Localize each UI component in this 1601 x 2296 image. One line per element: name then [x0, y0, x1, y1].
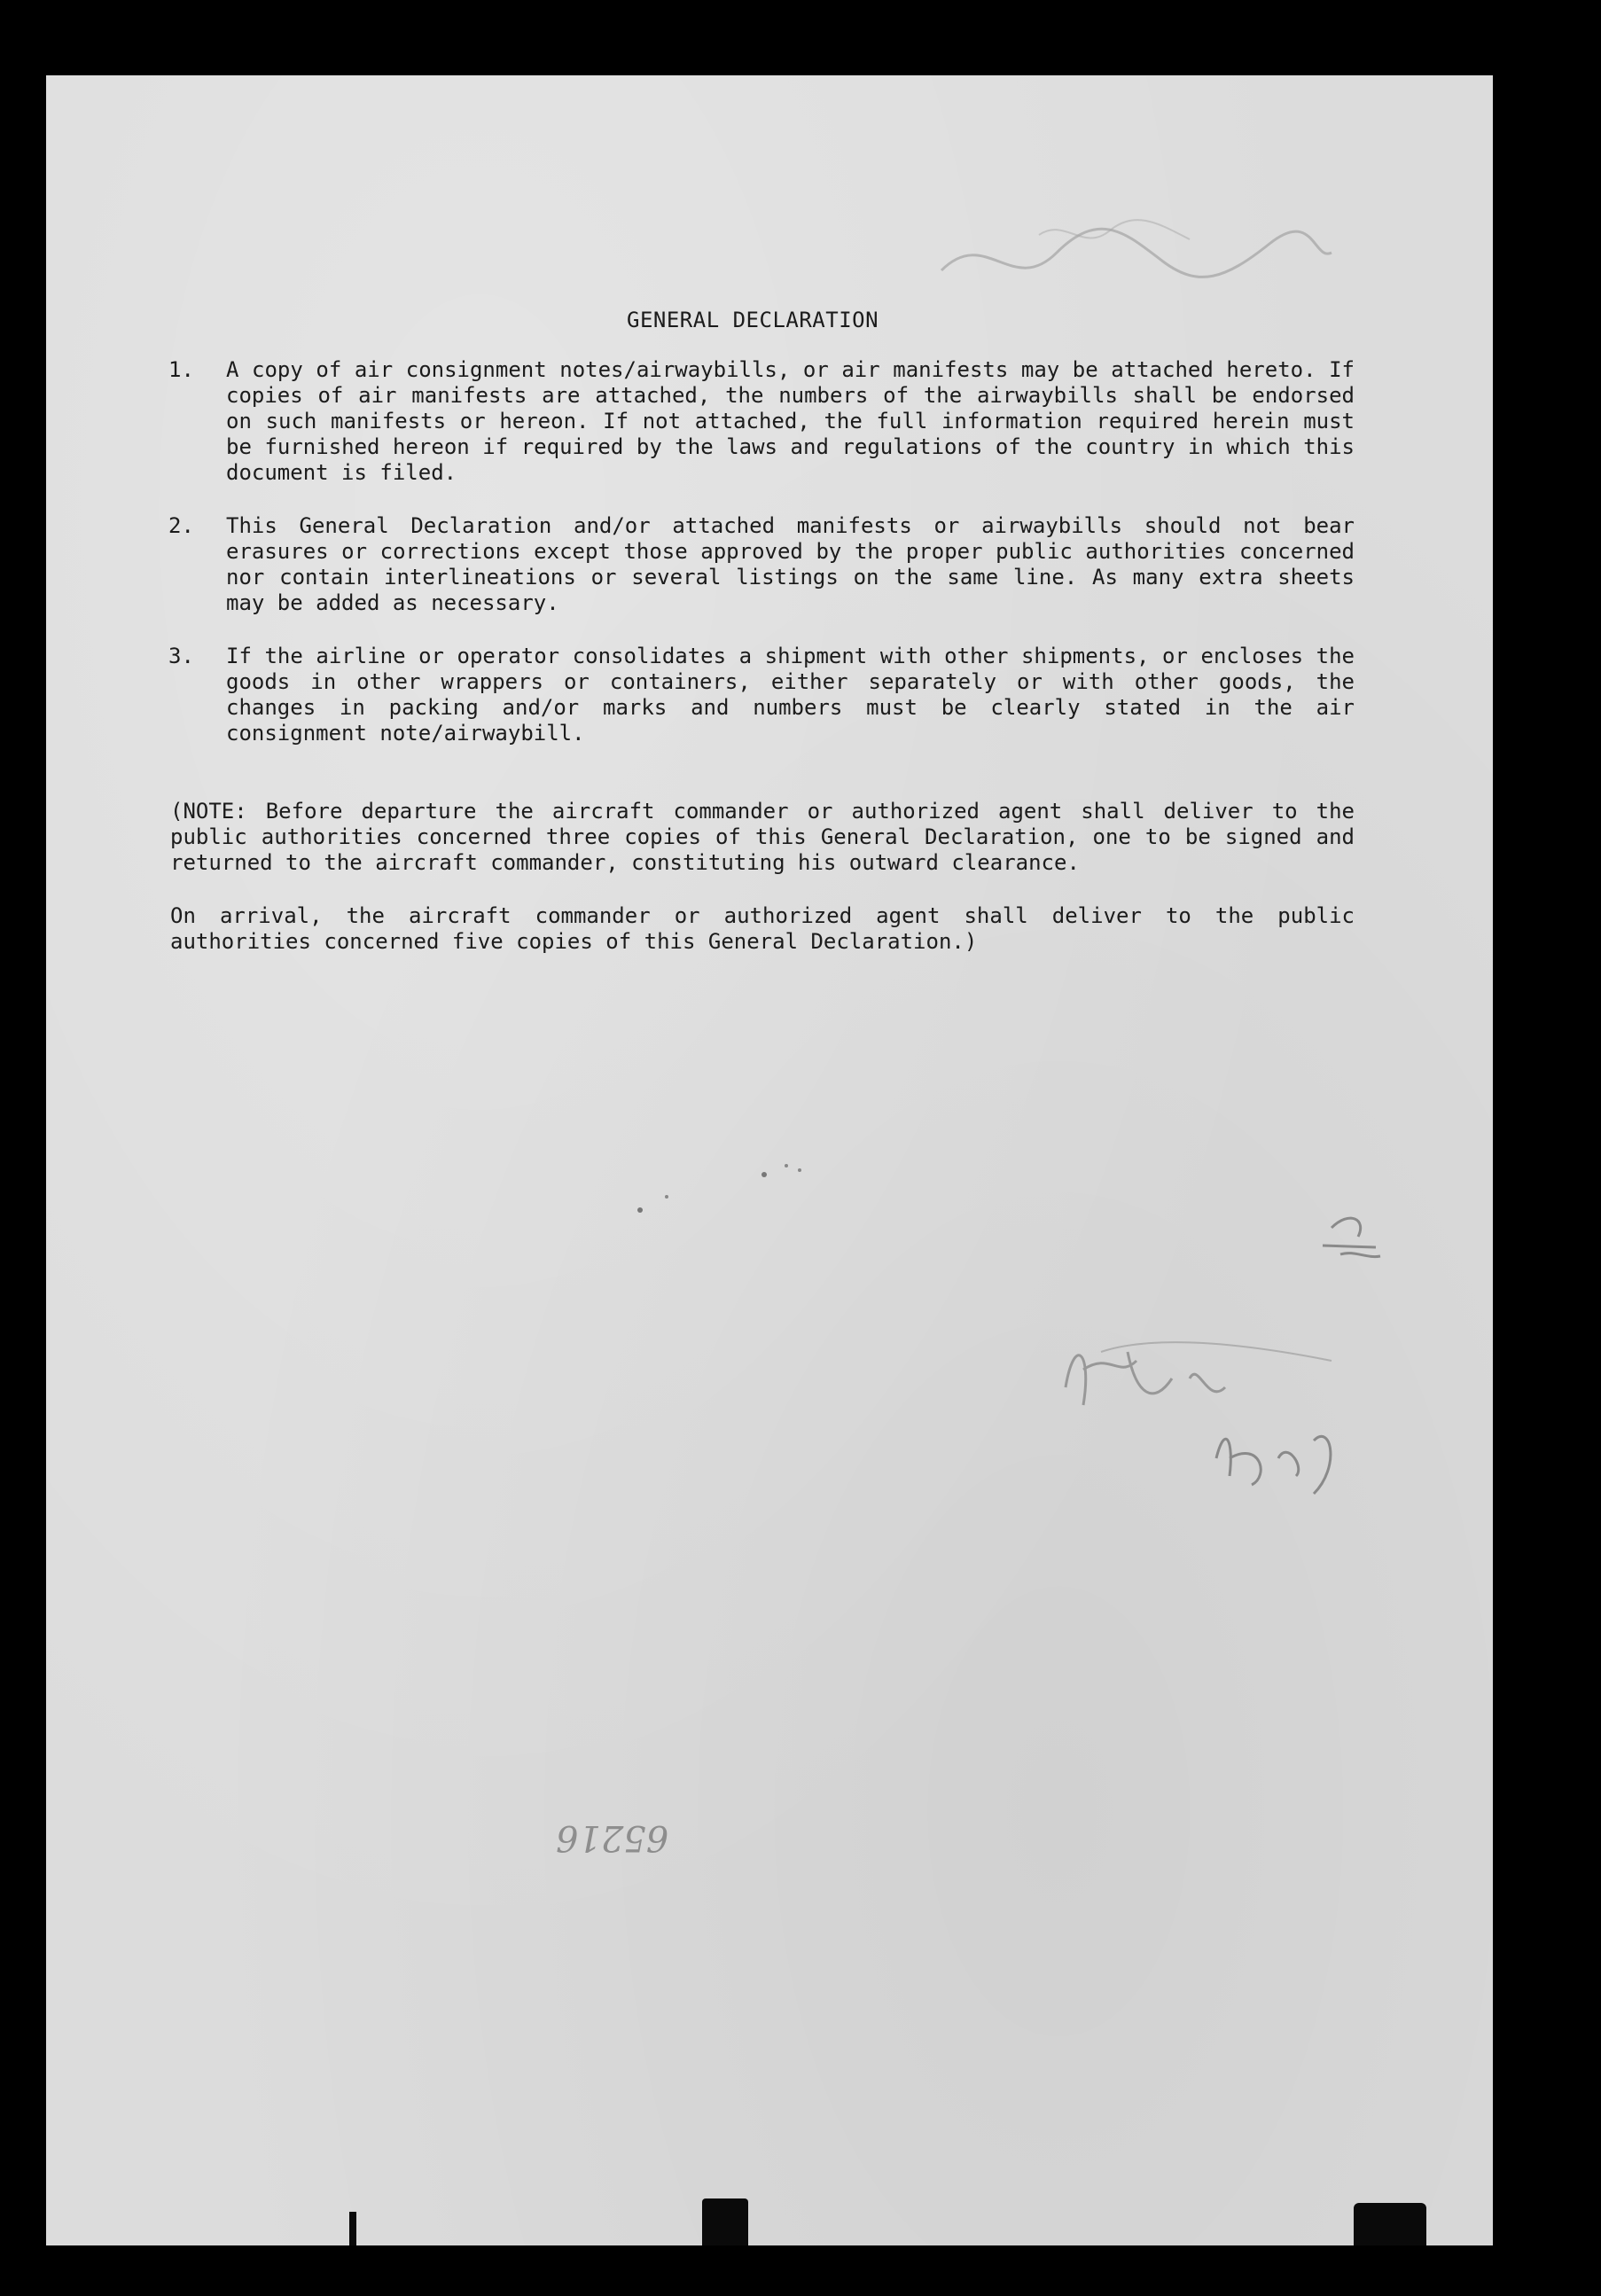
document-page — [46, 75, 1493, 2245]
handwritten-signature-mark — [1048, 1175, 1456, 1547]
document-title: GENERAL DECLARATION — [627, 308, 879, 332]
item-text: A copy of air consignment notes/airwaybills, or air manifests may be attached hereto. If copies of air manifests are attached, the numbers of the airwaybills shall be endorsed on such manifests or hereon. If not attached, the full information required herein must be furnished hereon if required by the laws and regulations of the country in which this document is filed. — [226, 357, 1355, 485]
item-text: This General Declaration and/or attached manifests or airwaybills should not bear erasures or corrections except those approved by the proper public authorities concerned nor contain interlineations or several listings on the same line. As many extra sheets may be added as necessary. — [226, 513, 1355, 615]
note-departure: (NOTE: Before departure the aircraft commander or authorized agent shall deliver to the public authorities concerned three copies of this General Declaration, one to be signed and returned to the aircraft commander, constituting his outward clearance. — [170, 799, 1355, 875]
item-number: 1. — [168, 357, 194, 382]
item-number: 3. — [168, 644, 194, 668]
item-number: 2. — [168, 513, 194, 538]
faint-signature-scribble — [933, 199, 1340, 324]
bottom-edge-tear — [1354, 2203, 1426, 2245]
note-arrival: On arrival, the aircraft commander or authorized agent shall deliver to the public authorities concerned five copies of this General Declaration.) — [170, 903, 1355, 954]
item-text: If the airline or operator consolidates a shipment with other shipments, or encloses the goods in other wrappers or containers, either separately or with other goods, the changes in packing and/or marks and numbers must be clearly stated in the air consignment note/airwaybill. — [226, 644, 1355, 746]
bottom-edge-notch — [349, 2212, 356, 2245]
ink-specks — [622, 1148, 835, 1237]
number-stamp: 65216 — [556, 1817, 669, 1858]
bottom-edge-tear — [702, 2198, 748, 2245]
